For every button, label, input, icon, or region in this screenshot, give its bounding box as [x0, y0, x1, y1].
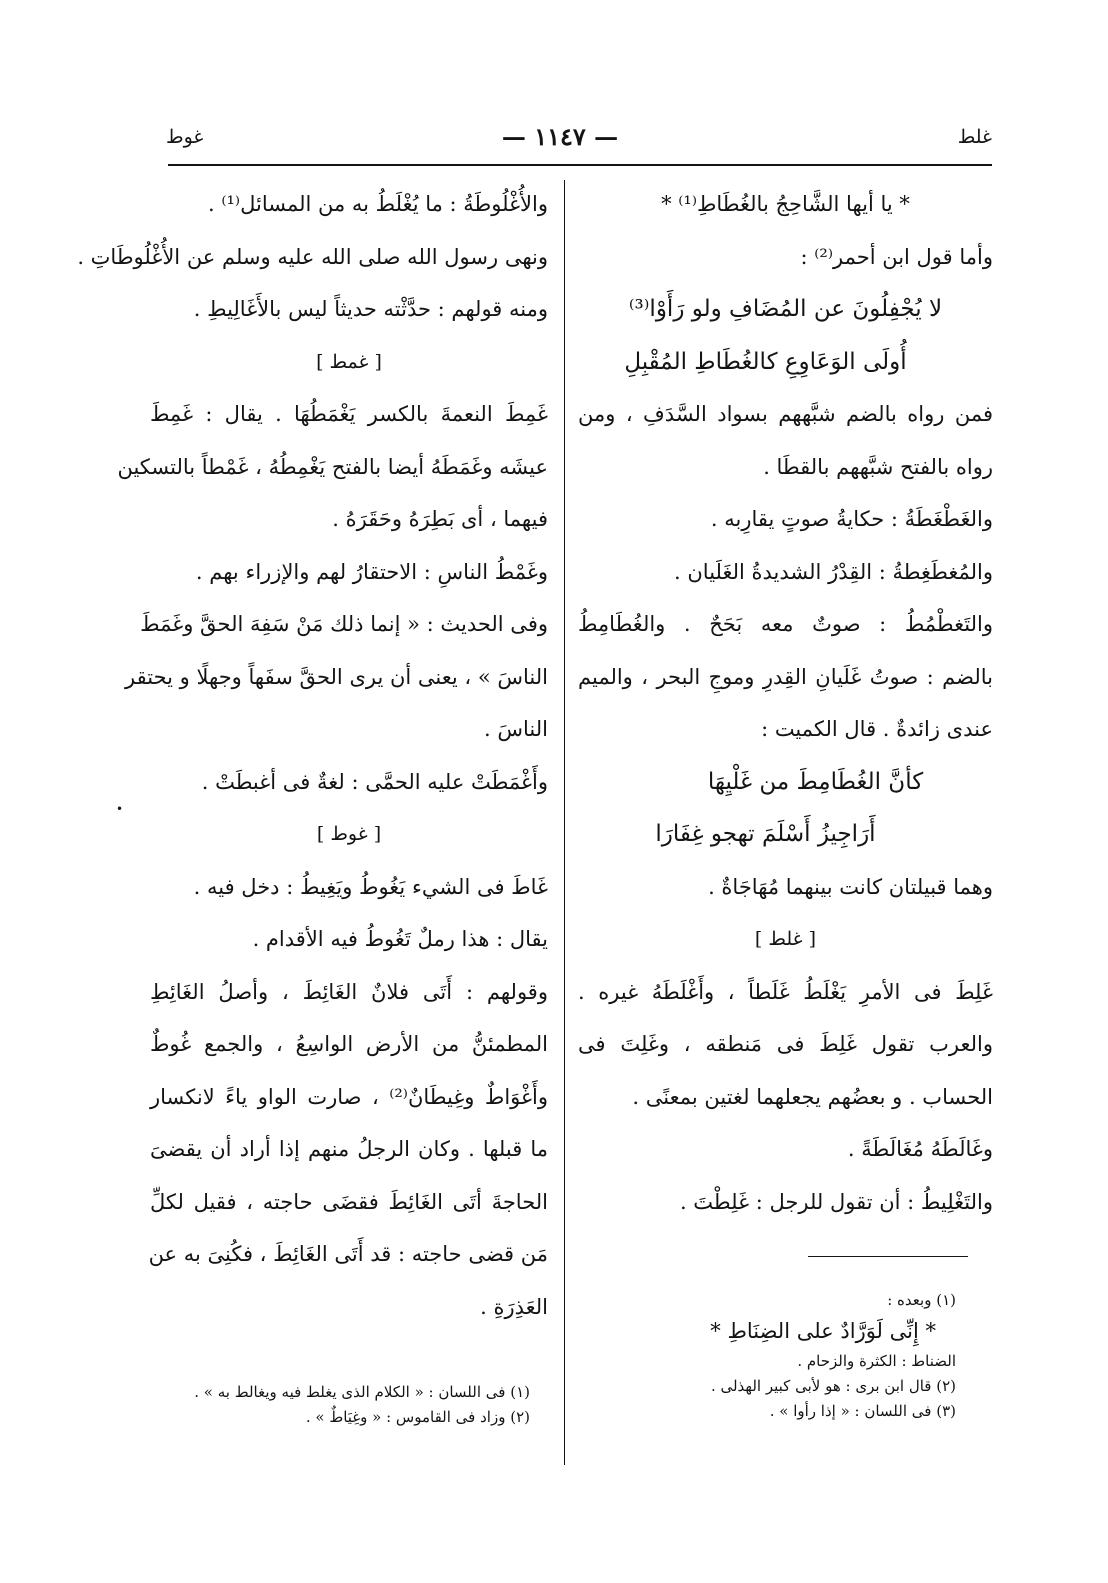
footnote-verse: * إِنِّى لَوَرَّادٌ على الضِنَاطِ * — [710, 1319, 936, 1343]
text-line: وهما قبيلتان كانت بينهما مُهَاجَاةٌ . — [708, 874, 993, 899]
text-line: والعرب تقول غَلِطَ فى مَنطقه ، وغَلِتَ فى — [578, 1032, 993, 1056]
text-line: وأما قول ابن أحمر⁽²⁾ : — [800, 244, 993, 269]
header-left-headword: غوط — [166, 126, 204, 148]
verse-line: أُولَى الوَعَاوِعِ كالغُطَاطِ المُقْبِلِ — [624, 348, 907, 375]
text-line: وفى الحديث : « إنما ذلك مَنْ سَفِهَ الحقَّ وغَمَطَ — [140, 612, 548, 636]
text-line: ومنه قولهم : حدَّثْته حديثاً ليس بالأَغَالِيطِ . — [193, 297, 548, 321]
text-line: فمن رواه بالضم شبَّههم بسواد السَّدَفِ ، ومن — [578, 402, 993, 426]
verse-line: أَرَاجِيزُ أَسْلَمَ تهجو غِفَارَا — [655, 821, 876, 847]
text-line: وأَغْمَطَتْ عليه الحمَّى : لغةٌ فى أغبطَتْ . — [201, 769, 548, 794]
text-line: رواه بالفتح شبَّههم بالقطَا . — [763, 454, 993, 479]
left-column — [77, 178, 548, 1333]
text-line: وغَالَطَهُ مُغَالَطَةً . — [847, 1137, 993, 1161]
right-column — [578, 178, 993, 1228]
text-line: عندى زائدةٌ . قال الكميت : — [761, 717, 993, 741]
text-line: العَذِرَةِ . — [480, 1294, 548, 1319]
footnote: (١) وبعده : — [887, 1291, 956, 1309]
text-line: والغَطْغَطَةُ : حكايةُ صوتٍ يقارِبه . — [710, 507, 993, 531]
page-number: — ١١٤٧ — — [501, 122, 619, 151]
text-line: وغَمْطُ الناسِ : الاحتقارُ لهم والإزراء بهم . — [195, 559, 548, 584]
footnote: الضناط : الكثرة والزحام . — [797, 1352, 956, 1370]
text-line: غَمِطَ النعمةَ بالكسر يَغْمَطُهَا . يقال : غَمِطَ — [150, 402, 548, 426]
text-line: وأَغْوَاطٌ وغِيطَانٌ⁽²⁾ ، صارت الواو ياءً لانكسار — [150, 1084, 548, 1109]
text-line: غَلِطَ فى الأمرِ يَغْلَطُ غَلَطاً ، وأَغْلَطَهُ غيره . — [578, 979, 993, 1004]
text-line: الناسَ » ، يعنى أن يرى الحقَّ سفَهاً وجهلًا و يحتقر — [125, 664, 548, 689]
footnote-rule — [808, 1256, 968, 1257]
entry-heading: [ غلط ] — [754, 928, 817, 950]
footnote: (٢) قال ابن برى : هو لأبى كبير الهذلى . — [710, 1377, 956, 1395]
text-line: بالضم : صوتُ غَلَيانِ القِدرِ وموجِ البحر ، والميم — [578, 664, 993, 689]
text-line: ونهى رسول الله صلى الله عليه وسلم عن الأُغْلُوطَاتِ . — [77, 244, 548, 269]
text-line: الناسَ . — [484, 717, 548, 741]
verse-line: * يا أيها الشَّاحِجُ بالغُطَاطِ⁽¹⁾ * — [661, 192, 910, 216]
text-line: غَاطَ فى الشيء يَغُوطُ ويَغِيطُ : دخل فيه . — [193, 874, 548, 899]
text-line: والتَغطْمُطُ : صوتٌ معه بَحَحٌ . والغُطَامِطُ — [578, 612, 993, 636]
text-line: مَن قضى حاجته : قد أَتَى الغَائِطَ ، فكُنِىَ به عن — [148, 1242, 548, 1266]
text-line: يقال : هذا رملٌ تَغُوطُ فيه الأقدام . — [252, 927, 548, 951]
header-rule — [168, 164, 992, 166]
text-line: ما قبلها . وكان الرجلُ منهم إذا أراد أن يقضىَ — [150, 1137, 548, 1161]
text-line: وقولهم : أَتَى فلانٌ الغَائِطَ ، وأصلُ الغَائِطِ — [150, 979, 548, 1004]
text-line: والتَغْلِيطُ : أن تقول للرجل : غَلِطْتَ . — [679, 1189, 993, 1214]
text-line: فيهما ، أى بَطِرَهُ وحَقَرَهُ . — [332, 507, 548, 531]
verse-line: لا يُجْفِلُونَ عن المُضَافِ ولو رَأَوْا⁽³⁾ — [628, 296, 943, 322]
text-line: والأُغْلُوطَةُ : ما يُغْلَطُ به من المسائل⁽¹⁾ . — [207, 192, 548, 216]
footnote: (٢) وزاد فى القاموس : « وغِيَاطٌ » . — [305, 1408, 530, 1426]
footnotes-right — [640, 1288, 956, 1424]
verse-line: كأنَّ الغُطَامِطَ من غَلْيِهَا — [707, 768, 924, 795]
text-line: المطمئنُّ من الأرض الواسِعُ ، والجمع غُوطٌ — [150, 1032, 548, 1056]
header-right-headword: غلط — [957, 126, 992, 148]
text-line: عيشَه وغَمَطَهُ أيضا بالفتح يَغْمِطُهُ ، غَمْطاً بالتسكين — [117, 454, 548, 479]
column-divider — [564, 180, 565, 1465]
footnote: (١) فى اللسان : « الكلام الذى يغلط فيه ويغالط به » . — [194, 1383, 530, 1401]
footnote: (٣) فى اللسان : « إذا رأوا » . — [769, 1402, 956, 1420]
text-line: الحاجةَ أتَى الغَائِطَ فقضَى حاجته ، فقيل لكلِّ — [150, 1189, 548, 1214]
entry-heading: [ غوط ] — [316, 823, 382, 845]
text-line: والمُغطَغِطةُ : القِدْرُ الشديدةُ الغَلَيان . — [674, 559, 993, 584]
footnotes-left — [194, 1380, 530, 1430]
text-line: الحساب . و بعضُهم يجعلهما لغتين بمعنًى . — [632, 1084, 993, 1109]
entry-heading: [ غمط ] — [316, 350, 382, 373]
ink-speck: • — [116, 802, 124, 816]
